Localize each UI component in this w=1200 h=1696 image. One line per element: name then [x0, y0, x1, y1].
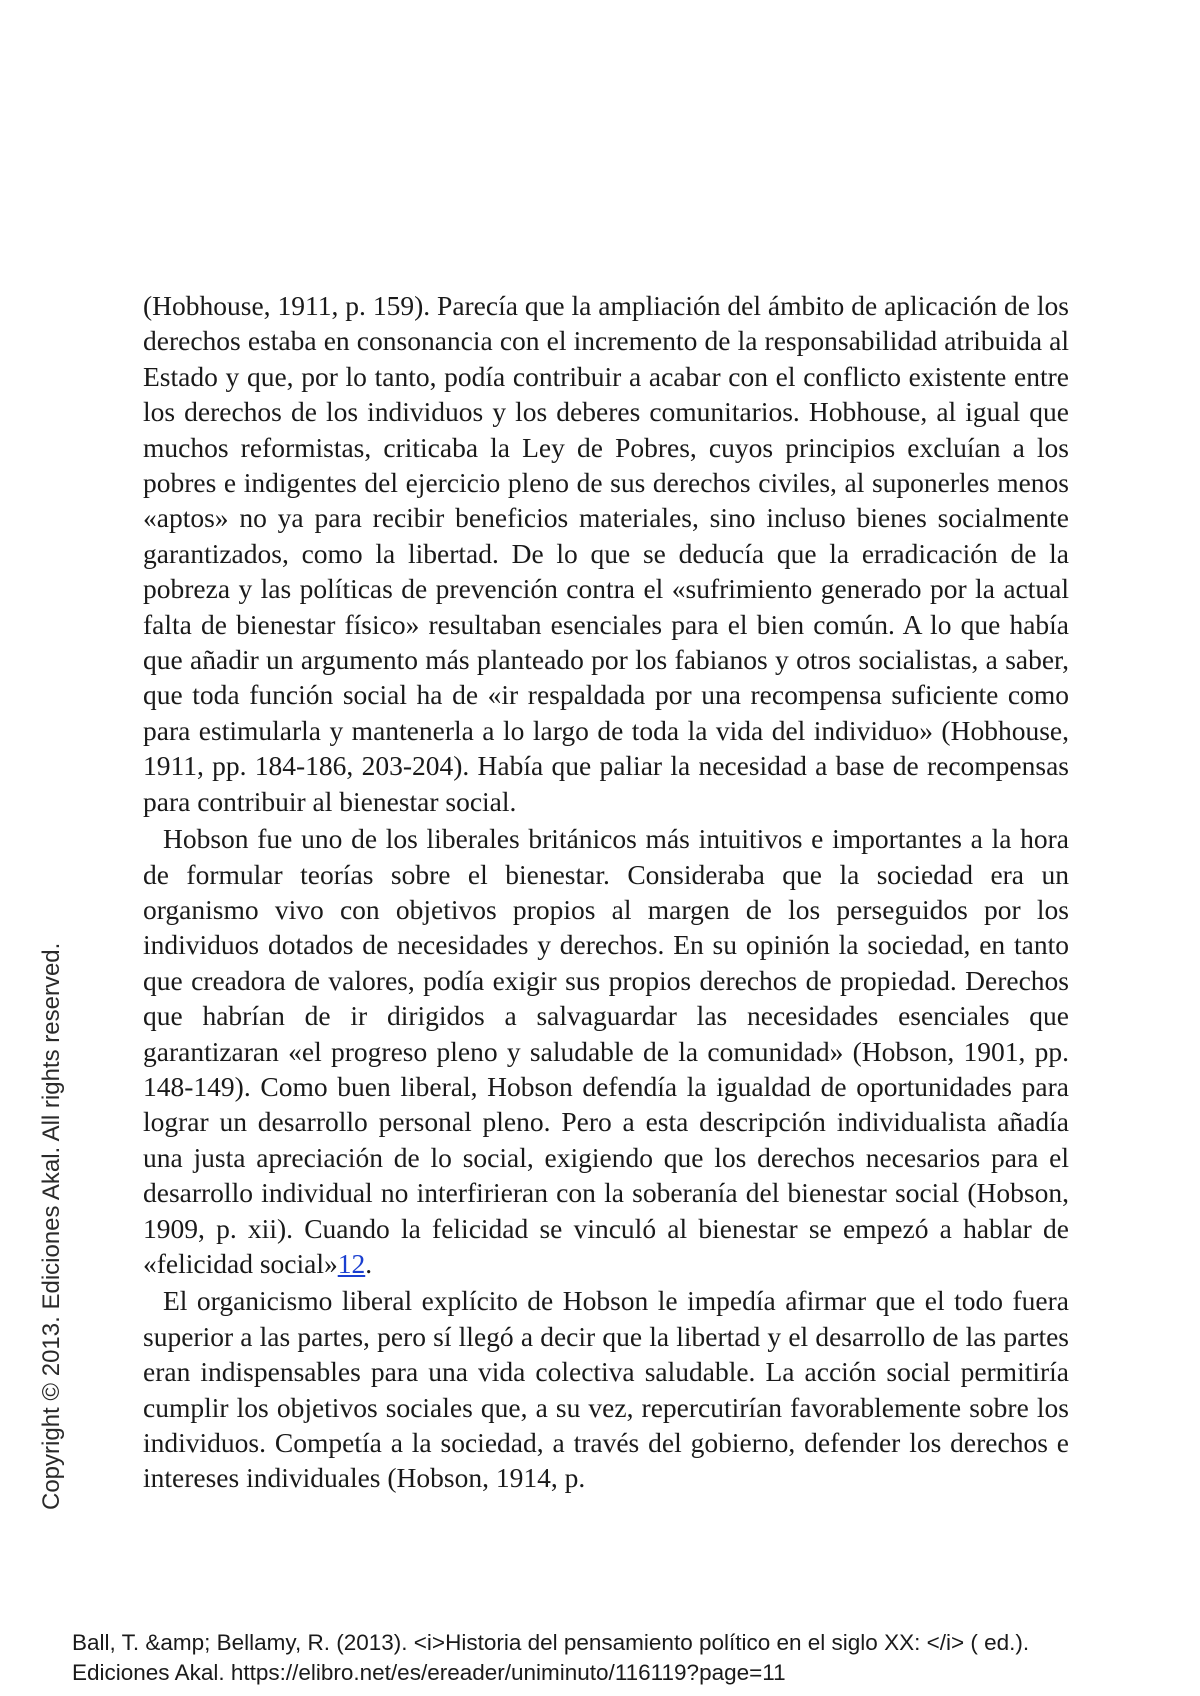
paragraph-3-text: El organicismo liberal explícito de Hobson le impedía afirmar que el todo fuera superior a las partes, pero sí llegó a decir que la libertad y el desarrollo de las partes eran indispensables para una vida colectiva saludable. La acción social permitiría cumplir los objetivos sociales que, a su vez, repercutirían favorablemente sobre los individuos. Competía a la sociedad, a través del gobierno, defender los derechos e intereses individuales (Hobson, 1914, p. [143, 1285, 1069, 1494]
paragraph-2 [143, 821, 1069, 1281]
footnote-link-12[interactable]: 12 [337, 1247, 366, 1279]
copyright-notice: Copyright © 2013. Ediciones Akal. All rights reserved. [38, 942, 65, 1510]
citation-line-2: Ediciones Akal. https://elibro.net/es/ereader/uniminuto/116119?page=11 [72, 1660, 786, 1685]
body-text [143, 288, 1069, 1496]
paragraph-2-tail: . [365, 1247, 373, 1279]
paragraph-1 [143, 288, 1069, 819]
citation-footer [72, 1628, 1172, 1688]
paragraph-2-text: Hobson fue uno de los liberales británicos más intuitivos e importantes a la hora de formular teorías sobre el bienestar. Consideraba que la sociedad era un organismo vivo con objetivos propios al margen de los perseguidos por los individuos dotados de necesidades y derechos. En su opinión la sociedad, en tanto que creadora de valores, podía exigir sus propios derechos de propiedad. Derechos que habrían de ir dirigidos a salvaguardar las necesidades esenciales que garantizaran «el progreso pleno y saludable de la comunidad» (Hobson, 1901, pp. 148-149). Como buen liberal, Hobson defendía la igualdad de oportunidades para lograr un desarrollo personal pleno. Pero a esta descripción individualista añadía una justa apreciación de lo social, exigiendo que los derechos necesarios para el desarrollo individual no interfirieran con la soberanía del bienestar social (Hobson, 1909, p. xii). Cuando la felicidad se vinculó al bienestar se empezó a hablar de «felicidad social» [143, 823, 1069, 1279]
citation-line-1: Ball, T. &amp; Bellamy, R. (2013). <i>Historia del pensamiento político en el siglo XX: </i> ( ed.). [72, 1630, 1030, 1655]
paragraph-1-text: (Hobhouse, 1911, p. 159). Parecía que la ampliación del ámbito de aplicación de los derechos estaba en consonancia con el incremento de la responsabilidad atribuida al Estado y que, por lo tanto, podía contribuir a acabar con el conflicto existente entre los derechos de los individuos y los deberes comunitarios. Hobhouse, al igual que muchos reformistas, criticaba la Ley de Pobres, cuyos principios excluían a los pobres e indigentes del ejercicio pleno de sus derechos civiles, al suponerles menos «aptos» no ya para recibir beneficios materiales, sino incluso bienes socialmente garantizados, como la libertad. De lo que se deducía que la erradicación de la pobreza y las políticas de prevención contra el «sufrimiento generado por la actual falta de bienestar físico» resultaban esenciales para el bien común. A lo que había que añadir un argumento más planteado por los fabianos y otros socialistas, a saber, que toda función social ha de «ir respaldada por una recompensa suficiente como para estimularla y mantenerla a lo largo de toda la vida del individuo» (Hobhouse, 1911, pp. 184-186, 203-204). Había que paliar la necesidad a base de recompensas para contribuir al bienestar social. [143, 290, 1069, 817]
paragraph-3 [143, 1283, 1069, 1495]
